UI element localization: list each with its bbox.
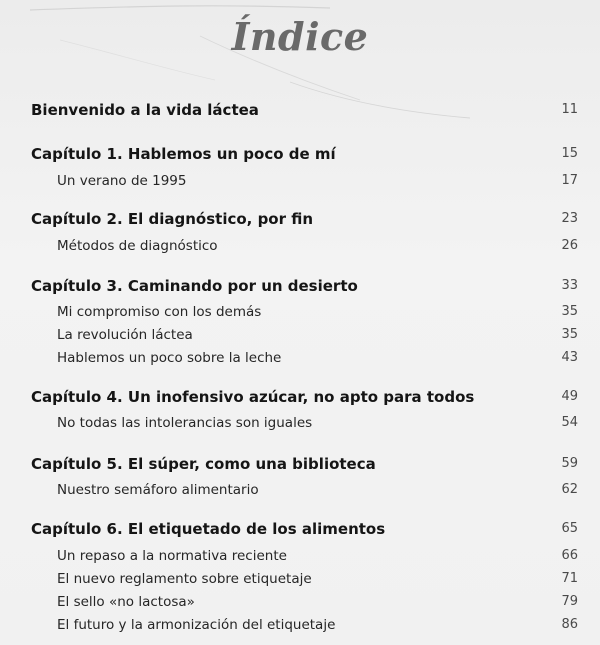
toc-page-number: 17 (561, 173, 578, 188)
toc-page-number: 59 (561, 456, 578, 471)
toc-entry-title: Capítulo 2. El diagnóstico, por fin (31, 210, 314, 228)
toc-entry-title: Capítulo 5. El súper, como una biblioteca (31, 455, 376, 473)
toc-page-number: 54 (561, 415, 578, 430)
toc-page-number: 79 (561, 594, 578, 609)
toc-page-number: 49 (561, 389, 578, 404)
toc-entry-title: El futuro y la armonización del etiquetaje (57, 617, 336, 633)
toc-entry-title: Métodos de diagnóstico (57, 238, 218, 254)
toc-entry-chapter-3[interactable] (0, 275, 600, 297)
toc-entry-title: Nuestro semáforo alimentario (57, 482, 259, 498)
toc-entry-chapter-6[interactable] (0, 518, 600, 540)
toc-page-number: 62 (561, 482, 578, 497)
toc-entry-section[interactable] (0, 545, 600, 567)
page-title: Índice (231, 14, 369, 59)
toc-entry-section[interactable] (0, 347, 600, 369)
toc-entry-chapter-4[interactable] (0, 386, 600, 408)
toc-entry-section[interactable] (0, 591, 600, 613)
toc-entry-section[interactable] (0, 170, 600, 192)
toc-entry-title: El nuevo reglamento sobre etiquetaje (57, 571, 312, 587)
toc-entry-title: Bienvenido a la vida láctea (31, 101, 259, 119)
toc-entry-section[interactable] (0, 301, 600, 323)
toc-entry-section[interactable] (0, 235, 600, 257)
toc-entry-title: Hablemos un poco sobre la leche (57, 350, 282, 366)
toc-page-number: 33 (561, 278, 578, 293)
toc-page-number: 15 (561, 146, 578, 161)
toc-page-number: 71 (561, 571, 578, 586)
toc-entry-title: Capítulo 6. El etiquetado de los alimentos (31, 520, 386, 538)
toc-entry-title: Capítulo 1. Hablemos un poco de mí (31, 145, 336, 163)
toc-entry-title: El sello «no lactosa» (57, 594, 195, 610)
toc-entry-section[interactable] (0, 324, 600, 346)
toc-entry-chapter-5[interactable] (0, 453, 600, 475)
toc-page-number: 66 (561, 548, 578, 563)
toc-entry-title: Mi compromiso con los demás (57, 304, 262, 320)
toc-page-number: 65 (561, 521, 578, 536)
toc-entry-title: Capítulo 4. Un inofensivo azúcar, no apto para todos (31, 388, 475, 406)
toc-entry-title: No todas las intolerancias son iguales (57, 415, 313, 431)
toc-page-number: 26 (561, 238, 578, 253)
toc-entry-title: Un verano de 1995 (57, 173, 187, 189)
toc-entry-section[interactable] (0, 568, 600, 590)
toc-entry-intro[interactable] (0, 99, 600, 121)
toc-entry-title: La revolución láctea (57, 327, 193, 343)
toc-entry-title: Un repaso a la normativa reciente (57, 548, 287, 564)
toc-page-number: 86 (561, 617, 578, 632)
toc-entry-chapter-1[interactable] (0, 143, 600, 165)
toc-page-number: 43 (561, 350, 578, 365)
toc-page-number: 35 (561, 304, 578, 319)
toc-page-number: 11 (561, 102, 578, 117)
toc-entry-section[interactable] (0, 614, 600, 636)
toc-entry-section[interactable] (0, 479, 600, 501)
toc-entry-section[interactable] (0, 412, 600, 434)
toc-entry-chapter-2[interactable] (0, 208, 600, 230)
toc-entry-title: Capítulo 3. Caminando por un desierto (31, 277, 358, 295)
toc-page-number: 35 (561, 327, 578, 342)
toc-page-number: 23 (561, 211, 578, 226)
